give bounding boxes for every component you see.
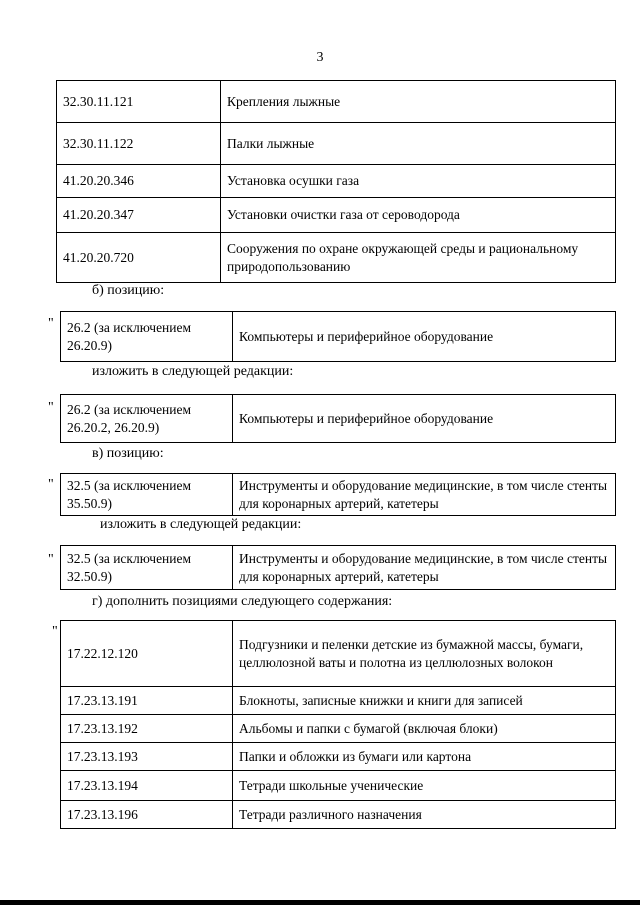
name-cell: Альбомы и папки с бумагой (включая блоки)	[233, 715, 616, 743]
table-row	[57, 233, 616, 283]
table-row	[61, 715, 616, 743]
table-row	[57, 123, 616, 165]
table-row	[61, 621, 616, 687]
section-b-new-table	[60, 394, 616, 443]
name-cell: Тетради различного назначения	[233, 801, 616, 829]
name-cell: Блокноты, записные книжки и книги для записей	[233, 687, 616, 715]
section-v-new-table	[60, 545, 616, 590]
code-cell: 17.23.13.191	[61, 687, 233, 715]
section-v-open-quote: "	[48, 477, 54, 492]
name-cell: Инструменты и оборудование медицинские, в том числе стенты для коронарных артерий, катетеры	[233, 474, 616, 516]
code-cell: 32.30.11.121	[57, 81, 221, 123]
section-v-old-table	[60, 473, 616, 516]
scan-bottom-edge	[0, 900, 640, 905]
name-cell: Крепления лыжные	[221, 81, 616, 123]
name-cell: Подгузники и пеленки детские из бумажной массы, бумаги, целлюлозной ваты и полотна из целлюлозных волокон	[233, 621, 616, 687]
code-cell: 26.2 (за исключением 26.20.2, 26.20.9)	[61, 395, 233, 443]
code-cell: 41.20.20.346	[57, 165, 221, 198]
code-cell: 41.20.20.720	[57, 233, 221, 283]
code-cell: 41.20.20.347	[57, 198, 221, 233]
name-cell: Палки лыжные	[221, 123, 616, 165]
name-cell: Компьютеры и периферийное оборудование	[233, 395, 616, 443]
section-b-old-table	[60, 311, 616, 362]
table-row	[57, 165, 616, 198]
section-g-table	[60, 620, 616, 829]
code-cell: 17.22.12.120	[61, 621, 233, 687]
table-row	[61, 546, 616, 590]
code-cell: 17.23.13.194	[61, 771, 233, 801]
section-b-open-quote: "	[48, 316, 54, 331]
section-v-edit-caption: изложить в следующей редакции:	[100, 517, 302, 532]
table-row	[61, 771, 616, 801]
section-b-new-open-quote: "	[48, 400, 54, 415]
name-cell: Инструменты и оборудование медицинские, в том числе стенты для коронарных артерий, катетеры	[233, 546, 616, 590]
section-v-caption: в) позицию:	[92, 446, 164, 461]
name-cell: Компьютеры и периферийное оборудование	[233, 312, 616, 362]
section-g-open-quote: "	[52, 624, 58, 639]
code-cell: 32.5 (за исключением 35.50.9)	[61, 474, 233, 516]
name-cell: Установка осушки газа	[221, 165, 616, 198]
code-cell: 17.23.13.193	[61, 743, 233, 771]
table-row	[61, 687, 616, 715]
name-cell: Тетради школьные ученические	[233, 771, 616, 801]
name-cell: Установки очистки газа от сероводорода	[221, 198, 616, 233]
name-cell: Папки и обложки из бумаги или картона	[233, 743, 616, 771]
code-cell: 32.5 (за исключением 32.50.9)	[61, 546, 233, 590]
table-row	[61, 312, 616, 362]
table-row	[61, 474, 616, 516]
table-row	[61, 743, 616, 771]
code-cell: 26.2 (за исключением 26.20.9)	[61, 312, 233, 362]
page-number: 3	[316, 50, 324, 65]
code-cell: 17.23.13.196	[61, 801, 233, 829]
classification-table-a	[56, 80, 616, 283]
table-row	[61, 395, 616, 443]
section-b-edit-caption: изложить в следующей редакции:	[92, 364, 294, 379]
name-cell: Сооружения по охране окружающей среды и рациональному природопользованию	[221, 233, 616, 283]
section-b-caption: б) позицию:	[92, 283, 165, 298]
code-cell: 17.23.13.192	[61, 715, 233, 743]
table-row	[57, 198, 616, 233]
table-row	[61, 801, 616, 829]
code-cell: 32.30.11.122	[57, 123, 221, 165]
section-g-caption: г) дополнить позициями следующего содержания:	[92, 594, 393, 609]
section-v-new-open-quote: "	[48, 552, 54, 567]
table-row	[57, 81, 616, 123]
